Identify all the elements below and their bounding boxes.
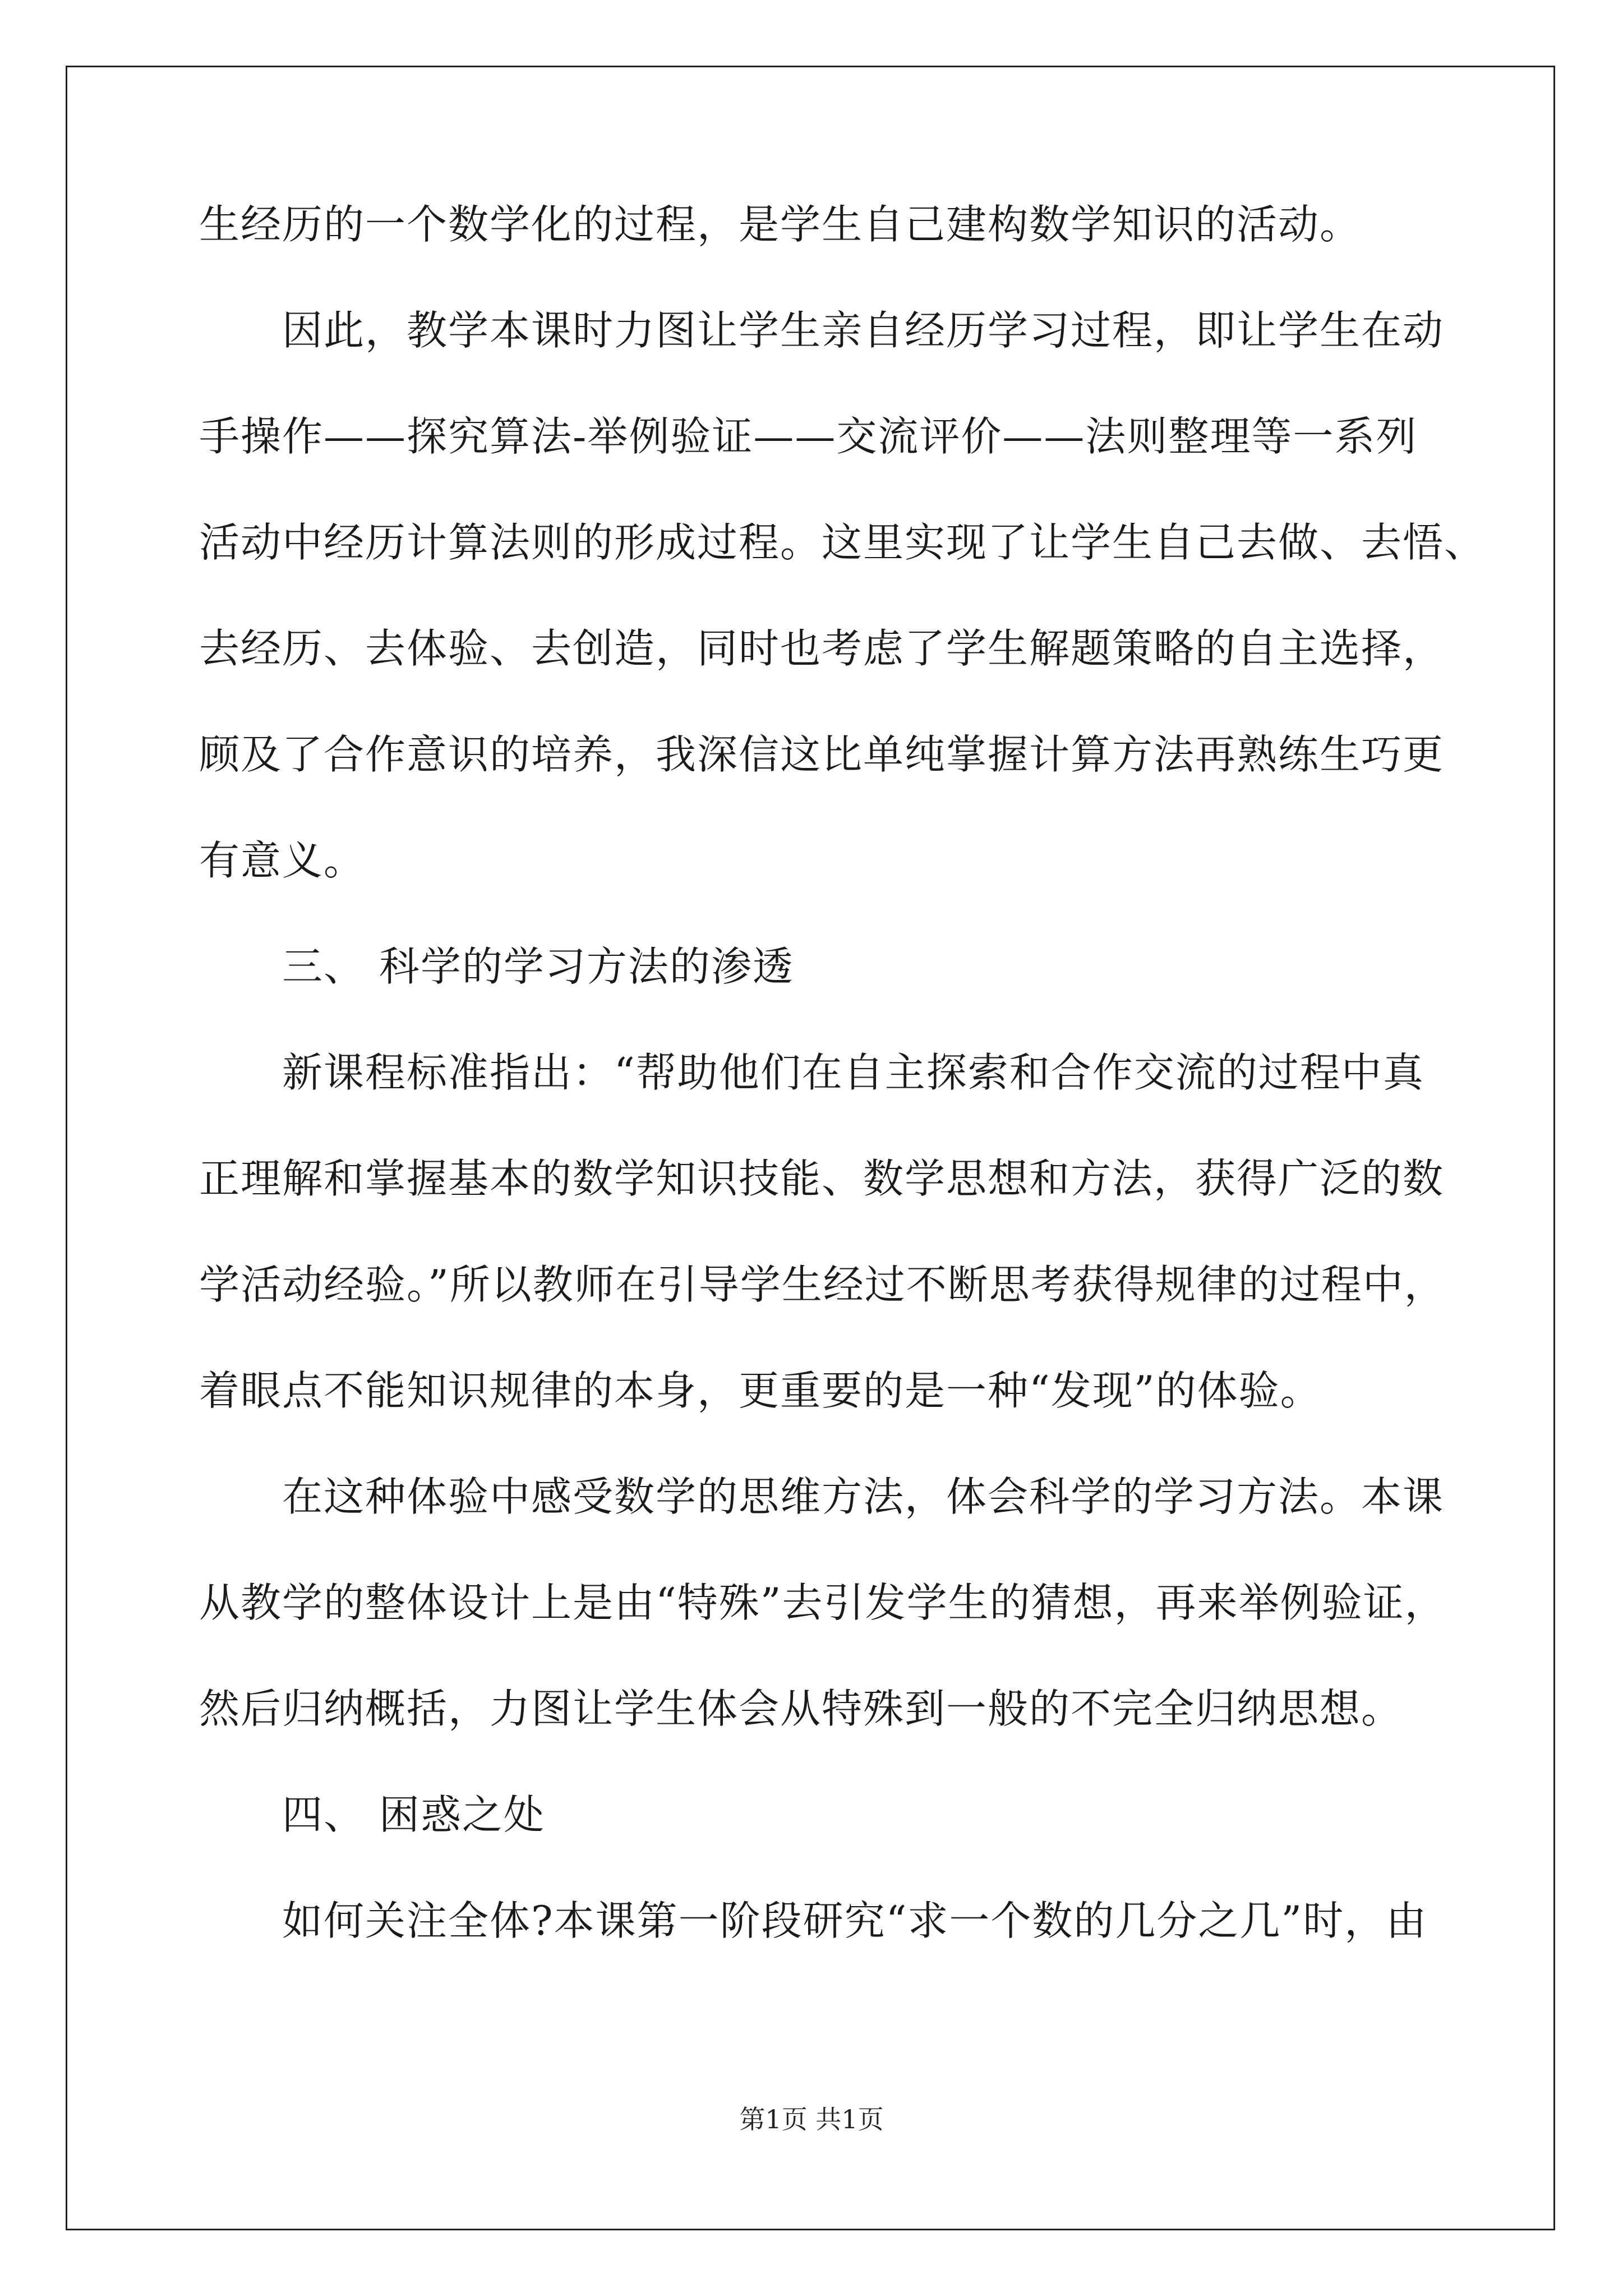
text-line: 从教学的整体设计上是由“特殊”去引发学生的猜想，再来举例验证，: [199, 1579, 1446, 1626]
section-heading: 四、 困惑之处: [282, 1791, 545, 1838]
page-footer: 第1页 共1页: [739, 2104, 884, 2134]
paragraph-start-line: 新课程标准指出：“帮助他们在自主探索和合作交流的过程中真: [282, 1049, 1424, 1096]
text-line: 正理解和掌握基本的数学知识技能、数学思想和方法，获得广泛的数: [199, 1155, 1445, 1202]
paragraph-start-line: 因此，教学本课时力图让学生亲自经历学习过程，即让学生在动: [282, 307, 1445, 354]
text-line: 活动中经历计算法则的形成过程。这里实现了让学生自己去做、去悟、: [199, 519, 1486, 566]
paragraph-start-line: 在这种体验中感受数学的思维方法，体会科学的学习方法。本课: [282, 1473, 1445, 1520]
text-line: 学活动经验。”所以教师在引导学生经过不断思考获得规律的过程中，: [199, 1261, 1446, 1308]
text-line: 有意义。: [199, 837, 366, 884]
paragraph-start-line: 如何关注全体?本课第一阶段研究“求一个数的几分之几”时，由: [282, 1897, 1428, 1944]
section-heading: 三、 科学的学习方法的渗透: [282, 943, 794, 990]
text-line: 去经历、去体验、去创造，同时也考虑了学生解题策略的自主选择，: [199, 625, 1445, 672]
text-line: 然后归纳概括，力图让学生体会从特殊到一般的不完全归纳思想。: [199, 1685, 1403, 1732]
text-line: 手操作——探究算法-举例验证——交流评价——法则整理等一系列: [199, 413, 1418, 460]
text-line: 生经历的一个数学化的过程，是学生自己建构数学知识的活动。: [199, 201, 1362, 248]
text-line: 顾及了合作意识的培养，我深信这比单纯掌握计算方法再熟练生巧更: [199, 731, 1445, 778]
text-line: 着眼点不能知识规律的本身，更重要的是一种“发现”的体验。: [199, 1367, 1322, 1414]
